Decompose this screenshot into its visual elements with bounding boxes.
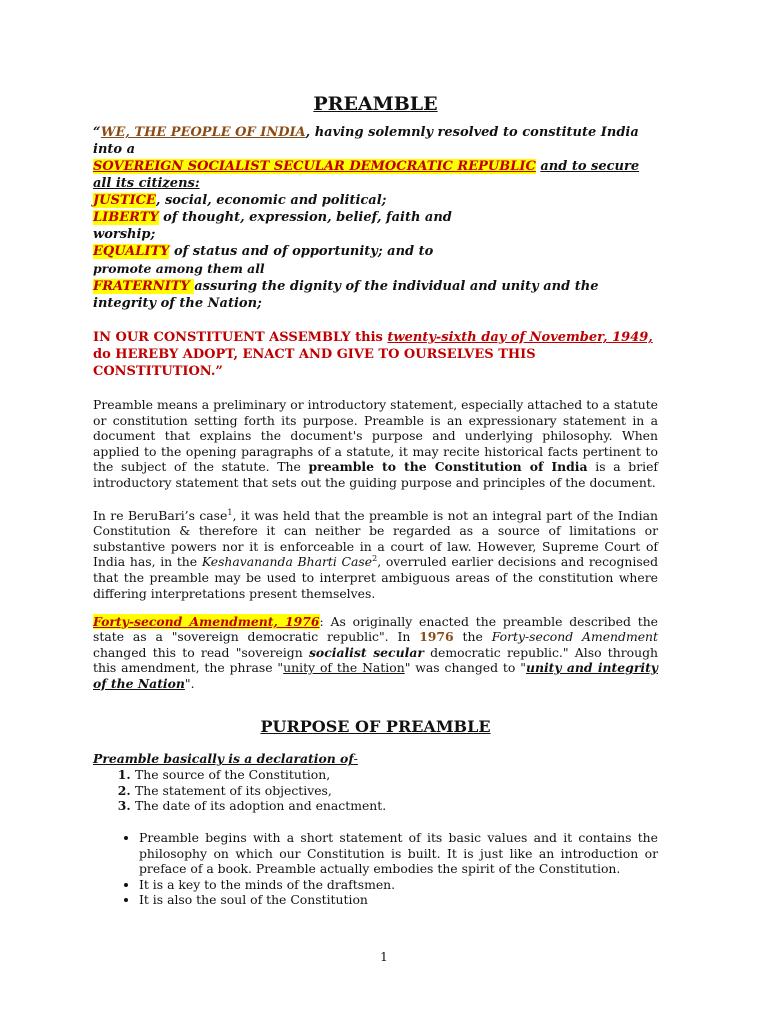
justice-text: , social, economic and political;: [155, 193, 387, 208]
list-item: 1. The source of the Constitution,: [135, 767, 658, 783]
unity-phrase: unity of the Nation: [283, 660, 405, 676]
assembly-line-1: IN OUR CONSTITUENT ASSEMBLY this: [93, 330, 388, 345]
declaration-dash: -: [353, 751, 358, 767]
amendment-highlight: Forty-second Amendment, 1976: [93, 613, 320, 629]
bullet-item: • It is also the soul of the Constitution: [139, 892, 658, 908]
paragraph-berubari: [93, 508, 658, 602]
liberty-text-2: worship;: [93, 227, 156, 242]
declaration-text: Preamble basically is a declaration of: [93, 751, 354, 767]
bullet-item: • Preamble begins with a short statement of its basic values and it contains the philosophy on which our Constitution is built. It is just like an introduction or preface of a book. Preamble actually embodies the spirit of the Constitution.: [139, 830, 658, 877]
paragraph-amendment: [93, 614, 658, 692]
amendment-italic: Forty-second Amendment: [491, 629, 658, 645]
para3-text-5: " was changed to ": [404, 660, 526, 676]
para2-text-3: , overruled earlier decisions and recognised that the preamble may be used to interpret ambiguous areas of the constitution where differing interpretations present themselves.: [93, 554, 659, 601]
equality-text: of status and of opportunity; and to: [169, 244, 434, 259]
page-number: 1: [380, 950, 388, 964]
assembly-date: twenty-sixth day of November, 1949,: [387, 330, 653, 345]
liberty-label: LIBERTY: [93, 210, 159, 225]
para3-text-4: democratic republic." Also through this amendment, the phrase ": [93, 644, 658, 676]
paragraph-definition: [93, 397, 658, 491]
para3-text-2: the: [453, 629, 492, 645]
assembly-statement: [93, 329, 658, 380]
declaration-heading: [93, 751, 658, 767]
resolved-text: , having solemnly resolved to constitute India into a: [93, 125, 639, 157]
para1-text-2: is a brief introductory statement that sets out the guiding purpose and principles of the document.: [93, 459, 659, 490]
page-title: PREAMBLE: [313, 93, 438, 115]
fraternity-text: assuring the dignity of the individual and unity and the integrity of the Nation;: [93, 279, 599, 311]
unity-integrity-phrase: unity and integrity of the Nation: [93, 660, 658, 691]
para3-text-3: changed this to read "sovereign: [93, 644, 309, 660]
secure-citizens: and to secure all its citizens:: [93, 159, 640, 191]
para1-text-1: Preamble means a preliminary or introductory statement, especially attached to a statute or constitution setting forth its purpose. Preamble is an expressionary statement in a document that explains the document's purpose and underlying philosophy. When applied to the opening paragraphs of a statute, it may recite historical facts pertinent to the subject of the statute. The: [93, 397, 658, 475]
liberty-text: of thought, expression, belief, faith and: [158, 210, 452, 225]
list-item: 3. The date of its adoption and enactment.: [135, 798, 658, 814]
open-quote: “: [93, 125, 101, 140]
equality-text-2: promote among them all: [93, 261, 265, 276]
para2-text-2: , it was held that the preamble is not an integral part of the Indian Constitution & therefore it can neither be regarded as a source of limitations or substantive powers nor it is enforceable in a court of law. However, Supreme Court of India has, in the: [93, 507, 659, 570]
purpose-bullets: [93, 830, 658, 908]
para1-bold: preamble to the Constitution of India: [308, 459, 588, 475]
footnote-ref-1: 1: [227, 507, 233, 517]
bullet-item: • It is a key to the minds of the draftsmen.: [139, 877, 658, 893]
list-item: 2. The statement of its objectives,: [135, 783, 658, 799]
assembly-line-2: do HEREBY ADOPT, ENACT AND GIVE TO OURSELVES THIS CONSTITUTION.”: [93, 347, 536, 379]
declaration-list: [93, 767, 658, 814]
year-1976: 1976: [419, 629, 454, 645]
para3-text-6: ".: [184, 675, 195, 691]
purpose-heading: PURPOSE OF PREAMBLE: [260, 717, 491, 737]
socialist-secular: socialist secular: [308, 644, 424, 660]
para2-text-1: In re BeruBari’s case: [93, 507, 228, 523]
document-page: [93, 92, 658, 908]
keshavananda-case: Keshavananda Bharti Case: [201, 554, 373, 570]
preamble-text: [93, 124, 658, 312]
we-the-people: WE, THE PEOPLE OF INDIA: [100, 125, 306, 140]
para3-text-1: : As originally enacted the preamble described the state as a "sovereign democratic republic". In: [93, 613, 659, 645]
equality-label: EQUALITY: [93, 244, 170, 259]
republic-highlight: SOVEREIGN SOCIALIST SECULAR DEMOCRATIC REPUBLIC: [93, 159, 536, 174]
justice-label: JUSTICE: [93, 193, 156, 208]
footnote-ref-2: 2: [372, 554, 378, 564]
fraternity-label: FRATERNITY: [93, 279, 195, 294]
